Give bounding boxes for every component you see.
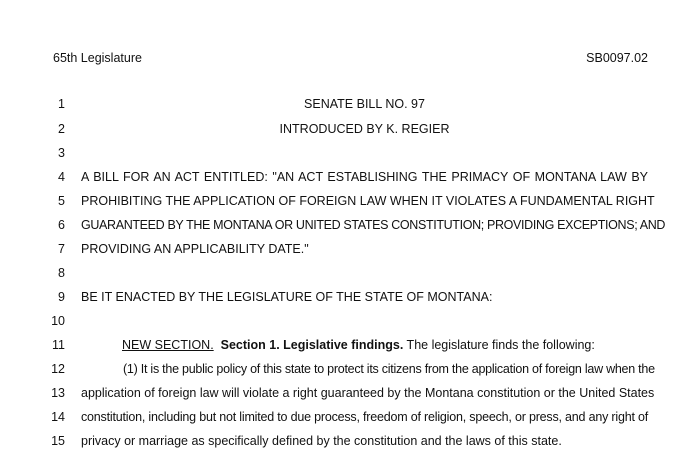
- line-number: 12: [51, 362, 65, 376]
- line-number: 3: [58, 146, 65, 160]
- bill-line: [0, 336, 700, 354]
- bill-line: [0, 384, 700, 402]
- bill-text: privacy or marriage as specifically defined by the constitution and the laws of this state.: [81, 434, 562, 448]
- bill-line: [0, 192, 700, 210]
- line-number: 5: [58, 194, 65, 208]
- bill-line: [0, 312, 700, 330]
- line-number: 7: [58, 242, 65, 256]
- page-header: [53, 51, 648, 67]
- bill-line: [0, 432, 700, 450]
- bill-line: [0, 408, 700, 426]
- line-number: 6: [58, 218, 65, 232]
- line-number: 9: [58, 290, 65, 304]
- bill-line: [0, 216, 700, 234]
- line-number: 10: [51, 314, 65, 328]
- legislature-label: 65th Legislature: [53, 51, 142, 65]
- line-number: 13: [51, 386, 65, 400]
- bill-line: [0, 95, 700, 113]
- bill-text: A BILL FOR AN ACT ENTITLED: "AN ACT ESTABLISHING THE PRIMACY OF MONTANA LAW BY: [81, 170, 648, 184]
- new-section-label: NEW SECTION.: [122, 338, 214, 352]
- bill-line: [0, 264, 700, 282]
- bill-text: GUARANTEED BY THE MONTANA OR UNITED STATES CONSTITUTION; PROVIDING EXCEPTIONS; AND: [81, 218, 666, 232]
- bill-text: PROVIDING AN APPLICABILITY DATE.": [81, 242, 309, 256]
- bill-title: SENATE BILL NO. 97: [304, 97, 425, 111]
- introduced-by: INTRODUCED BY K. REGIER: [279, 122, 450, 136]
- bill-line: [0, 168, 700, 186]
- bill-line: [0, 120, 700, 138]
- line-number: 2: [58, 122, 65, 136]
- enacting-clause: BE IT ENACTED BY THE LEGISLATURE OF THE STATE OF MONTANA:: [81, 290, 493, 304]
- bill-text: (1) It is the public policy of this state to protect its citizens from the application of foreign law when the: [123, 362, 655, 376]
- bill-line: [0, 360, 700, 378]
- bill-line: [0, 240, 700, 258]
- bill-line: [0, 288, 700, 306]
- bill-text: PROHIBITING THE APPLICATION OF FOREIGN LAW WHEN IT VIOLATES A FUNDAMENTAL RIGHT: [81, 194, 655, 208]
- section-heading: Section 1. Legislative findings.: [220, 338, 404, 352]
- line-number: 14: [51, 410, 65, 424]
- line-number: 4: [58, 170, 65, 184]
- bill-code: SB0097.02: [586, 51, 648, 65]
- section-intro: The legislature finds the following:: [403, 338, 595, 352]
- bill-text: application of foreign law will violate a right guaranteed by the Montana constitution or the United States: [81, 386, 655, 400]
- line-number: 11: [52, 338, 65, 352]
- section-line: [122, 336, 648, 354]
- bill-line: [0, 144, 700, 162]
- line-number: 15: [51, 434, 65, 448]
- line-number: 8: [58, 266, 65, 280]
- bill-text: constitution, including but not limited to due process, freedom of religion, speech, or press, and any right of: [81, 410, 649, 424]
- line-number: 1: [58, 97, 65, 111]
